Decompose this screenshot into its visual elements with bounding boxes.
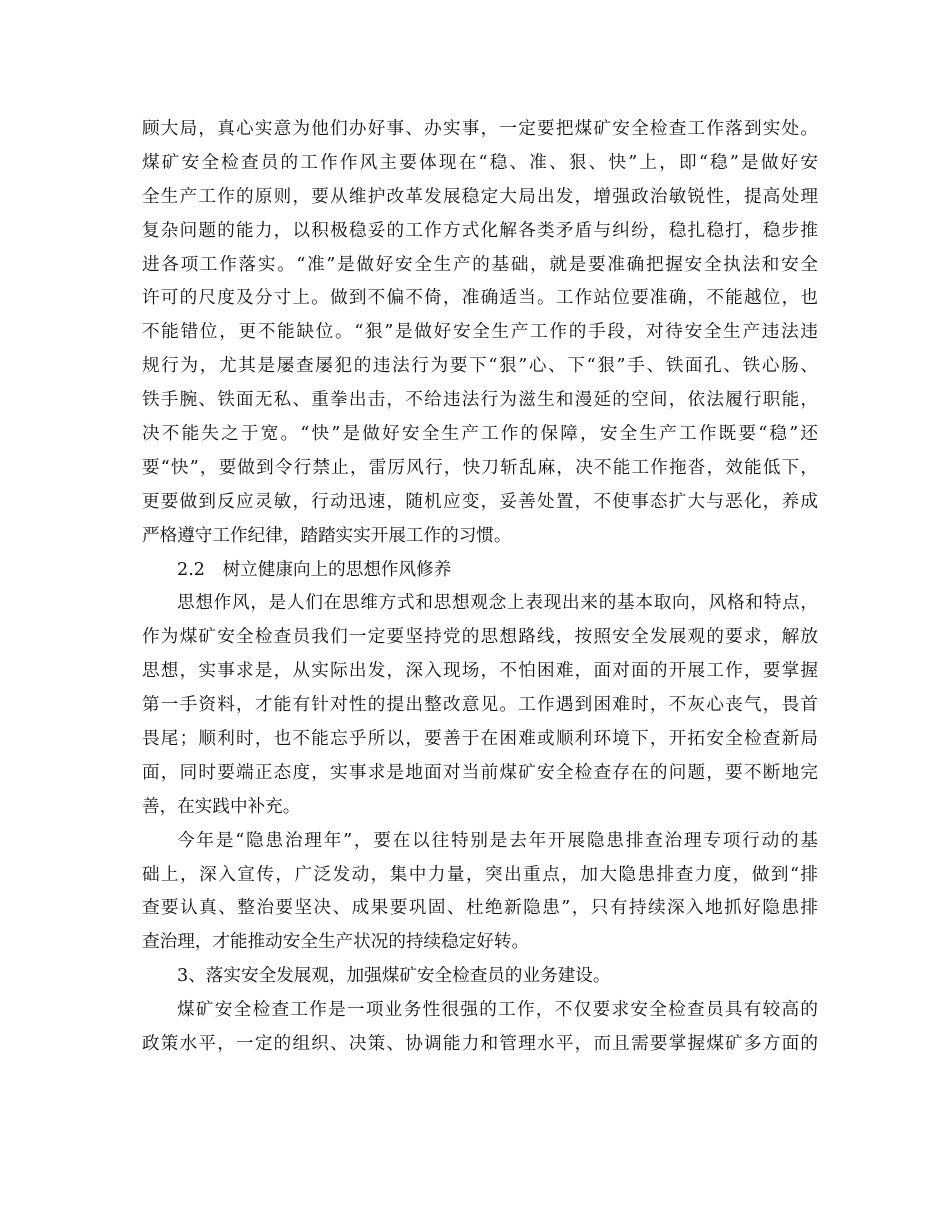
text-line: 2.2 树立健康向上的思想作风修养 bbox=[177, 559, 452, 580]
text-line: 3、落实安全发展观，加强煤矿安全检查员的业务建设。 bbox=[177, 966, 611, 987]
text-line: 思想作风，是人们在思维方式和思想观念上表现出来的基本取向，风格和特点， bbox=[177, 593, 818, 614]
text-line: 煤矿安全检查工作是一项业务性很强的工作，不仅要求安全检查员具有较高的 bbox=[177, 1000, 818, 1021]
text-line: 顾大局，真心实意为他们办好事、办实事，一定要把煤矿安全检查工作落到实处。 bbox=[142, 119, 818, 139]
text-line: 今年是“隐患治理年”，要在以往特别是去年开展隐患排查治理专项行动的基 bbox=[177, 830, 818, 851]
text-line: 畏尾；顺利时，也不能忘乎所以，要善于在困难或顺利环境下，开拓安全检查新局 bbox=[142, 729, 818, 750]
text-line: 第一手资料，才能有针对性的提出整改意见。工作遇到困难时，不灰心丧气，畏首 bbox=[142, 695, 818, 716]
text-line: 决不能失之于宽。“快”是做好安全生产工作的保障，安全生产工作既要“稳”还 bbox=[142, 424, 818, 445]
text-line: 铁手腕、铁面无私、重拳出击，不给违法行为滋生和漫延的空间，依法履行职能， bbox=[142, 390, 818, 411]
text-line: 面，同时要端正态度，实事求是地面对当前煤矿安全检查存在的问题，要不断地完 bbox=[142, 762, 818, 783]
text-line: 要“快”，要做到令行禁止，雷厉风行，快刀斩乱麻，决不能工作拖沓，效能低下， bbox=[142, 457, 818, 478]
text-line: 作为煤矿安全检查员我们一定要坚持党的思想路线，按照安全发展观的要求，解放 bbox=[142, 627, 818, 648]
text-line: 思想，实事求是，从实际出发，深入现场，不怕困难，面对面的开展工作，要掌握 bbox=[142, 661, 818, 682]
text-line: 许可的尺度及分寸上。做到不偏不倚，准确适当。工作站位要准确，不能越位，也 bbox=[142, 288, 818, 309]
text-line: 查要认真、整治要坚决、成果要巩固、杜绝新隐患”，只有持续深入地抓好隐患排 bbox=[142, 898, 818, 919]
text-line: 规行为，尤其是屡查屡犯的违法行为要下“狠”心、下“狠”手、铁面孔、铁心肠、 bbox=[142, 356, 818, 377]
text-line: 政策水平，一定的组织、决策、协调能力和管理水平，而且需要掌握煤矿多方面的 bbox=[142, 1034, 818, 1055]
text-line: 全生产工作的原则，要从维护改革发展稳定大局出发，增强政治敏锐性，提高处理 bbox=[142, 186, 818, 207]
document-body bbox=[142, 113, 818, 1062]
text-line: 更要做到反应灵敏，行动迅速，随机应变，妥善处置，不使事态扩大与恶化，养成 bbox=[142, 491, 818, 512]
text-line: 础上，深入宣传，广泛发动，集中力量，突出重点，加大隐患排查力度，做到“排 bbox=[142, 864, 818, 885]
text-line: 查治理，才能推动安全生产状况的持续稳定好转。 bbox=[142, 932, 530, 953]
text-line: 严格遵守工作纪律，踏踏实实开展工作的习惯。 bbox=[142, 525, 512, 546]
text-line: 善，在实践中补充。 bbox=[142, 796, 301, 817]
text-line: 进各项工作落实。“准”是做好安全生产的基础，就是要准确把握安全执法和安全 bbox=[142, 254, 818, 275]
text-line: 不能错位，更不能缺位。“狠”是做好安全生产工作的手段，对待安全生产违法违 bbox=[142, 322, 818, 343]
text-line: 复杂问题的能力，以积极稳妥的工作方式化解各类矛盾与纠纷，稳扎稳打，稳步推 bbox=[142, 220, 818, 241]
text-line: 煤矿安全检查员的工作作风主要体现在“稳、准、狠、快”上，即“稳”是做好安 bbox=[142, 152, 818, 173]
